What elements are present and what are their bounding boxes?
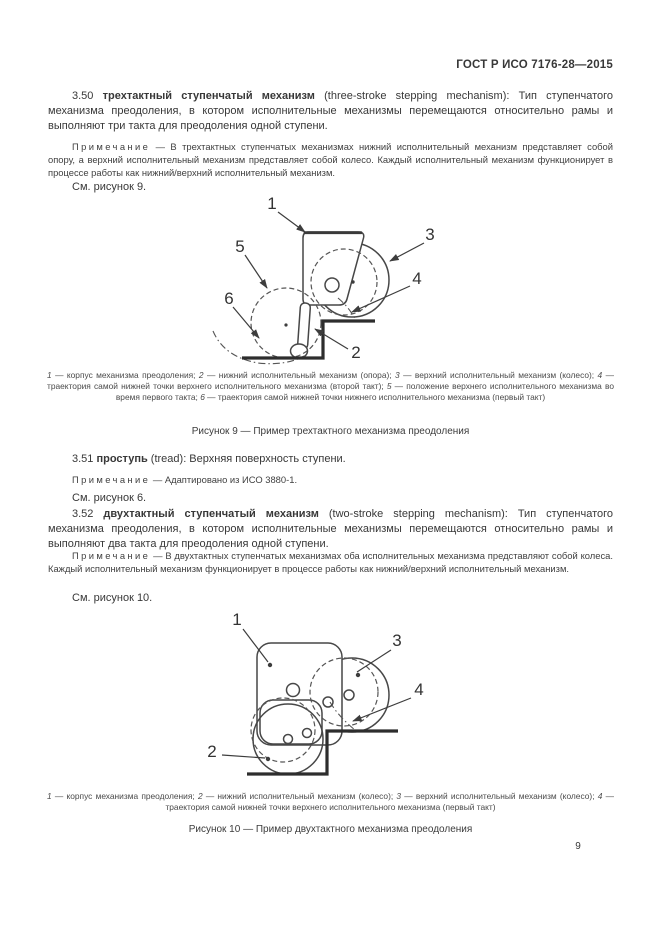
term-number: 3.52	[72, 508, 94, 520]
legend-key: 2	[197, 791, 203, 801]
figure-9-legend	[47, 370, 614, 403]
note-label: Примечание	[72, 550, 151, 561]
note-1	[48, 140, 613, 179]
callout-line-6	[233, 307, 259, 338]
legend-key: 4	[597, 370, 603, 380]
legend-value: — нижний исполнительный механизм (колесо);	[202, 791, 397, 801]
legend-value: — нижний исполнительный механизм (опора);	[203, 370, 396, 380]
note-label: Примечание	[72, 141, 151, 152]
callout-label-6: 6	[224, 289, 234, 308]
legend-key: 4	[597, 791, 603, 801]
legend-key: 3	[396, 791, 402, 801]
figure-10-caption: Рисунок 10 — Пример двухтактного механизма преодоления	[188, 824, 473, 835]
see-figure-6: См. рисунок 6.	[72, 492, 147, 504]
note-text: — В трехтактных ступенчатых механизмах нижний исполнительный механизм представляет собой опору, а верхний исполнительный механизм представляет собой колесо. Каждый исполнительный механизм функционирует в процессе работы как нижний/верхний исполнительный механизм.	[48, 141, 613, 178]
callout-label-3: 3	[425, 225, 435, 244]
legend-value: — верхний исполнительный механизм (колесо);	[401, 791, 598, 801]
callout-label-2: 2	[351, 343, 361, 362]
note-text: — В двухтактных ступенчатых механизмах оба исполнительных механизма представляют собой колеса. Каждый исполнительный механизм функционирует в процессе работы как нижний/верхний исполнительный механизм.	[48, 550, 613, 574]
running-header: ГОСТ Р ИСО 7176-28—2015	[456, 59, 613, 71]
note-text: — Адаптировано из ИСО 3880-1.	[152, 474, 298, 485]
legend-key: 1	[47, 370, 52, 380]
legend-key: 1	[47, 791, 52, 801]
callout-dot-3	[356, 673, 360, 677]
term-number: 3.50	[72, 90, 94, 102]
callout-label-3: 3	[392, 631, 402, 650]
page-number: 9	[575, 841, 581, 852]
legend-key: 2	[198, 370, 204, 380]
note-2	[48, 473, 613, 486]
note-3	[48, 549, 613, 575]
term-number: 3.51	[72, 453, 94, 465]
term-name: проступь	[96, 453, 148, 465]
wheel-center-dot	[351, 280, 354, 283]
callout-label-4: 4	[412, 269, 422, 288]
callout-dot-2	[266, 757, 270, 761]
legend-value: — положение верхнего исполнительного механизма во время первого такта;	[115, 381, 614, 402]
term-definition: (two-stroke stepping mechanism): Тип ступенчатого механизма преодоления, в котором исполнительные механизмы перемещаются относительно рамы и выполняют два такта для преодоления одной ступени.	[48, 508, 613, 550]
callout-label-1: 1	[267, 194, 277, 213]
para-3-52	[48, 507, 613, 552]
legend-key: 6	[200, 392, 205, 402]
callout-line-1	[278, 212, 305, 232]
para-3-51	[48, 452, 613, 467]
figure-9-diagram	[180, 192, 480, 369]
dashed-circle-center-dot	[284, 323, 287, 326]
legend-value: — корпус механизма преодоления;	[51, 791, 198, 801]
callout-label-5: 5	[235, 237, 245, 256]
see-figure-9: См. рисунок 9.	[72, 181, 147, 193]
callout-line-3	[390, 243, 424, 261]
term-definition: (tread): Верхняя поверхность ступени.	[150, 453, 346, 465]
legend-key: 3	[395, 370, 400, 380]
callout-label-1: 1	[232, 610, 242, 629]
callout-label-4: 4	[414, 680, 424, 699]
figure-10-diagram	[190, 608, 470, 788]
callout-dot-1	[268, 663, 272, 667]
legend-value: — корпус механизма преодоления;	[51, 370, 199, 380]
para-3-50	[48, 89, 613, 134]
legend-key: 5	[386, 381, 392, 391]
legend-value: — верхний исполнительный механизм (колесо);	[399, 370, 598, 380]
legend-value: — траектория самой нижней точки нижнего исполнительного механизма (первый такт)	[204, 392, 546, 402]
figure-10-legend	[47, 791, 614, 813]
callout-label-2: 2	[207, 742, 217, 761]
see-figure-10: См. рисунок 10.	[72, 592, 153, 604]
legend-value: — траектория самой нижней точки верхнего исполнительного механизма (второй такт);	[47, 370, 615, 391]
lower-support-leg	[291, 303, 311, 358]
callout-line-5	[245, 255, 267, 288]
callout-line-2	[315, 329, 348, 349]
legend-value: — траектория самой нижней точки верхнего исполнительного механизма (первый такт)	[165, 791, 614, 812]
dashed-first-stroke-position	[251, 288, 321, 358]
term-definition: (three-stroke stepping mechanism): Тип ступенчатого механизма преодоления, в котором исполнительные механизмы перемещаются относительно рамы и выполняют три такта для преодоления одной ступени.	[48, 90, 614, 132]
note-label: Примечание	[72, 474, 151, 485]
term-name: двухтактный ступенчатый механизм	[103, 508, 319, 520]
term-name: трехтактный ступенчатый механизм	[102, 90, 315, 102]
figure-9-caption: Рисунок 9 — Пример трехтактного механизма преодоления	[191, 426, 470, 437]
